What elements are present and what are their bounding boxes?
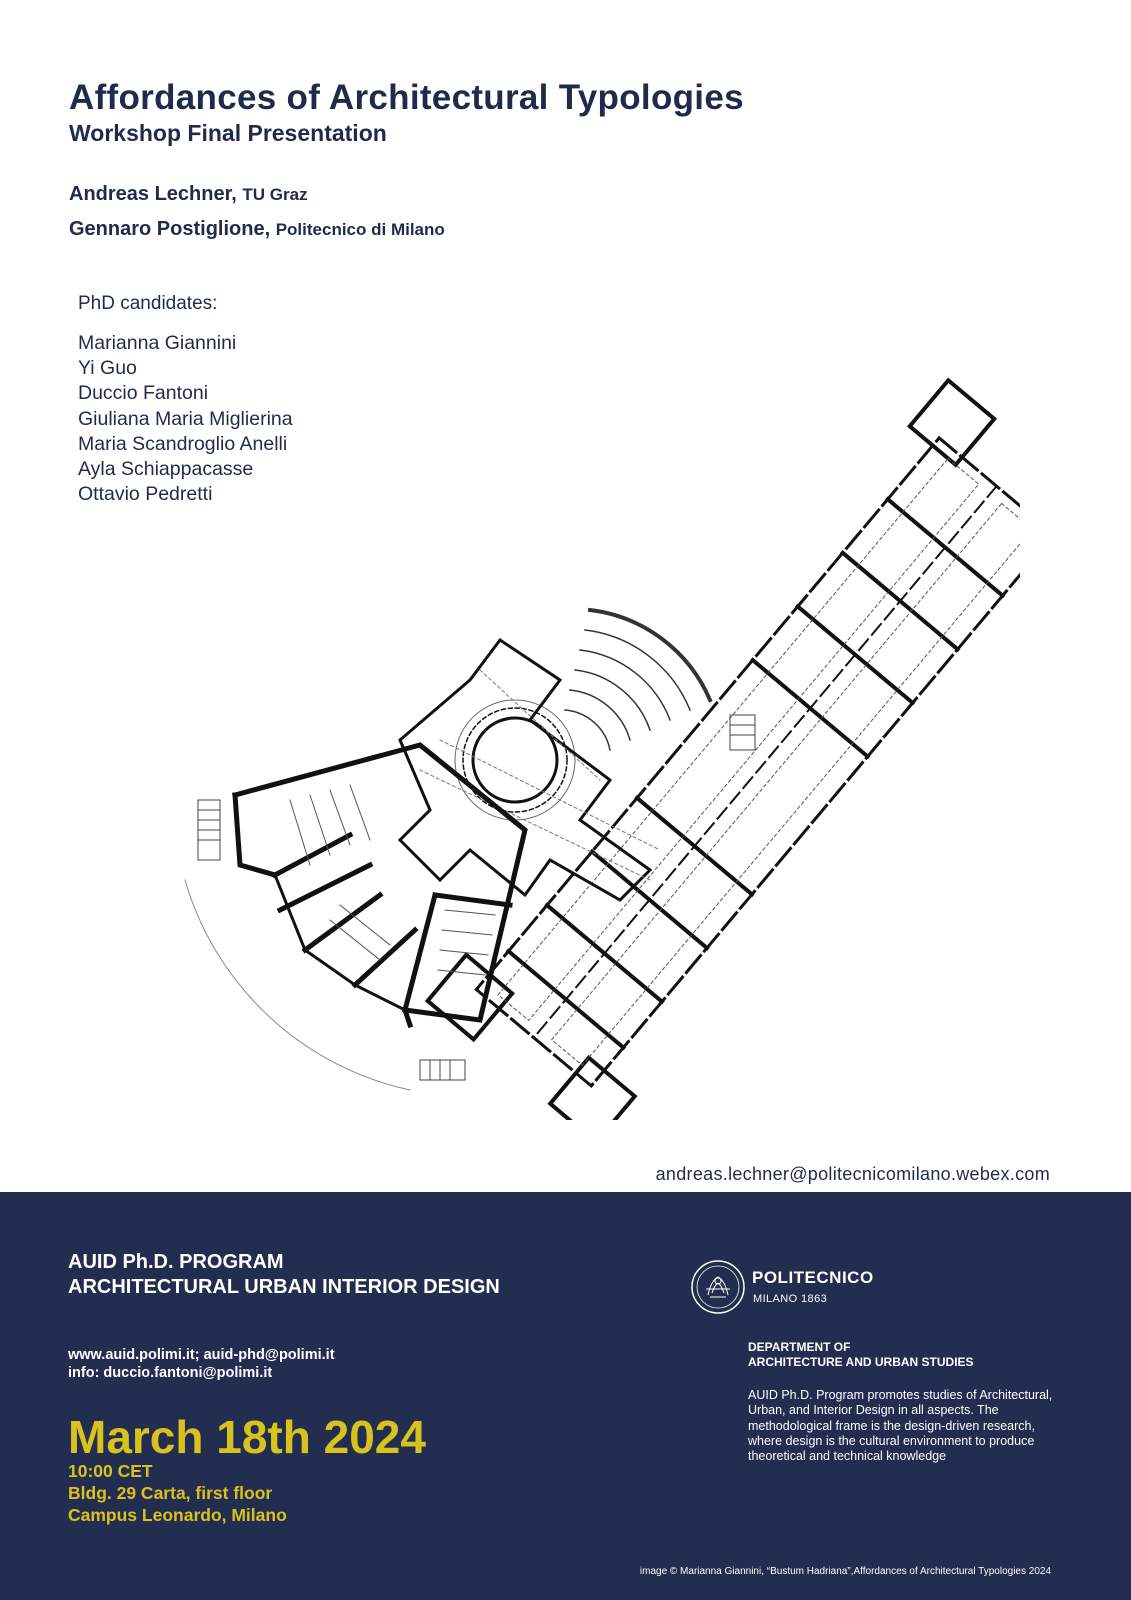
- department-name: [748, 1340, 974, 1370]
- event-building: Bldg. 29 Carta, first floor: [68, 1483, 273, 1503]
- program-line-2: ARCHITECTURAL URBAN INTERIOR DESIGN: [68, 1276, 500, 1298]
- logo-name: POLITECNICO: [752, 1268, 874, 1287]
- list-item: Giuliana Maria Miglierina: [78, 407, 293, 430]
- image-credit: image © Marianna Giannini, “Bustum Hadriana”,Affordances of Architectural Typologies 2024: [639, 1566, 1051, 1577]
- dept-line-1: DEPARTMENT OF: [748, 1340, 851, 1354]
- footer-band: [0, 1192, 1131, 1600]
- event-date: March 18th 2024: [68, 1411, 426, 1463]
- contact-email[interactable]: info: duccio.fantoni@polimi.it: [68, 1365, 273, 1381]
- list-item: Ottavio Pedretti: [78, 483, 213, 506]
- list-item: Duccio Fantoni: [78, 382, 209, 405]
- floor-plan-drawing: [180, 320, 1020, 1120]
- author-name: Gennaro Postiglione,: [69, 218, 271, 240]
- webex-link[interactable]: andreas.lechner@politecnicomilano.webex.com: [655, 1164, 1050, 1184]
- logo-subtitle: MILANO 1863: [753, 1293, 828, 1305]
- list-item: Maria Scandroglio Anelli: [78, 432, 288, 455]
- event-time: 10:00 CET: [68, 1461, 153, 1481]
- author-affiliation: Politecnico di Milano: [275, 220, 445, 239]
- list-item: Marianna Giannini: [78, 332, 237, 354]
- page-subtitle: Workshop Final Presentation: [69, 120, 387, 146]
- page-title: Affordances of Architectural Typologies: [69, 78, 744, 117]
- program-title: [68, 1250, 500, 1300]
- dept-line-2: ARCHITECTURE AND URBAN STUDIES: [748, 1355, 974, 1369]
- politecnico-seal-icon: [690, 1259, 746, 1315]
- program-description: AUID Ph.D. Program promotes studies of Architectural, Urban, and Interior Design in all aspects. The methodological frame is the design-driven research, where design is the cultural environment to produce theoretical and technical knowledge: [748, 1388, 1053, 1464]
- event-campus: Campus Leonardo, Milano: [68, 1505, 287, 1525]
- author-name: Andreas Lechner,: [69, 183, 237, 205]
- contact-web[interactable]: www.auid.polimi.it; auid-phd@polimi.it: [68, 1347, 335, 1363]
- list-item: Yi Guo: [78, 357, 137, 380]
- author-1: [69, 183, 308, 206]
- author-affiliation: TU Graz: [242, 185, 308, 204]
- list-item: Ayla Schiappacasse: [78, 458, 254, 481]
- candidates-label: PhD candidates:: [78, 293, 218, 314]
- contact-info: [68, 1346, 335, 1382]
- author-2: [69, 218, 445, 241]
- event-details: [68, 1460, 287, 1526]
- program-line-1: AUID Ph.D. PROGRAM: [68, 1251, 284, 1273]
